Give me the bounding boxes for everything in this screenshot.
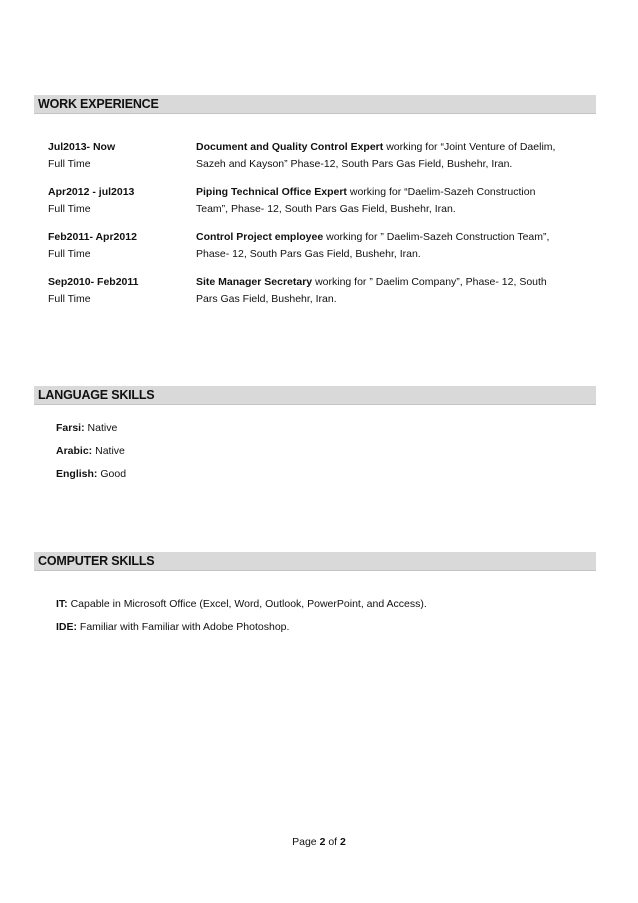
job-position: Site Manager Secretary xyxy=(196,276,313,288)
language-label: Farsi: xyxy=(56,422,85,434)
job-position: Document and Quality Control Expert xyxy=(196,141,384,153)
page-total: 2 xyxy=(340,836,346,848)
language-label: English: xyxy=(56,468,98,480)
page-of: of xyxy=(328,836,338,848)
job-line2: Sazeh and Kayson” Phase-12, South Pars Gas Field, Bushehr, Iran. xyxy=(196,158,513,170)
computer-skills-header: COMPUTER SKILLS xyxy=(34,552,596,571)
job-description xyxy=(196,139,588,173)
language-skills-header: LANGUAGE SKILLS xyxy=(34,386,596,405)
job-type: Full Time xyxy=(48,248,91,260)
job-period: Apr2012 - jul2013 xyxy=(48,186,135,198)
language-item xyxy=(56,468,126,480)
computer-skill-item xyxy=(56,621,289,633)
job-type: Full Time xyxy=(48,293,91,305)
page-prefix: Page xyxy=(292,836,317,848)
language-level: Native xyxy=(87,422,118,434)
job-period: Jul2013- Now xyxy=(48,141,116,153)
job-line2: Team”, Phase- 12, South Pars Gas Field, Bushehr, Iran. xyxy=(196,203,456,215)
job-line1: working for “Joint Venture of Daelim, xyxy=(386,141,556,153)
job-position: Control Project employee xyxy=(196,231,324,243)
job-line2: Pars Gas Field, Bushehr, Iran. xyxy=(196,293,337,305)
job-description xyxy=(196,229,588,263)
job-period: Feb2011- Apr2012 xyxy=(48,231,137,243)
language-level: Good xyxy=(100,468,127,480)
job-description xyxy=(196,274,588,308)
computer-skill-label: IT: xyxy=(56,598,68,610)
job-date xyxy=(48,274,188,308)
computer-skill-item xyxy=(56,598,427,610)
job-description xyxy=(196,184,588,218)
job-type: Full Time xyxy=(48,158,91,170)
job-position: Piping Technical Office Expert xyxy=(196,186,347,198)
language-item xyxy=(56,422,117,434)
work-experience-header: WORK EXPERIENCE xyxy=(34,95,596,114)
job-date xyxy=(48,229,188,263)
job-line2: Phase- 12, South Pars Gas Field, Bushehr, Iran. xyxy=(196,248,421,260)
computer-skill-value: Familiar with Familiar with Adobe Photoshop. xyxy=(79,621,290,633)
job-date xyxy=(48,184,188,218)
job-period: Sep2010- Feb2011 xyxy=(48,276,139,288)
language-label: Arabic: xyxy=(56,445,93,457)
computer-skill-label: IDE: xyxy=(56,621,77,633)
job-type: Full Time xyxy=(48,203,91,215)
job-line1: working for “Daelim-Sazeh Construction xyxy=(349,186,536,198)
job-line1: working for ” Daelim Company”, Phase- 12, South xyxy=(315,276,547,288)
job-line1: working for ” Daelim-Sazeh Construction Team”, xyxy=(326,231,550,243)
language-level: Native xyxy=(95,445,125,457)
job-date xyxy=(48,139,188,173)
language-item xyxy=(56,445,125,457)
computer-skill-value: Capable in Microsoft Office (Excel, Word, Outlook, PowerPoint, and Access). xyxy=(70,598,427,610)
page-current: 2 xyxy=(319,836,326,848)
page-footer xyxy=(0,836,638,848)
